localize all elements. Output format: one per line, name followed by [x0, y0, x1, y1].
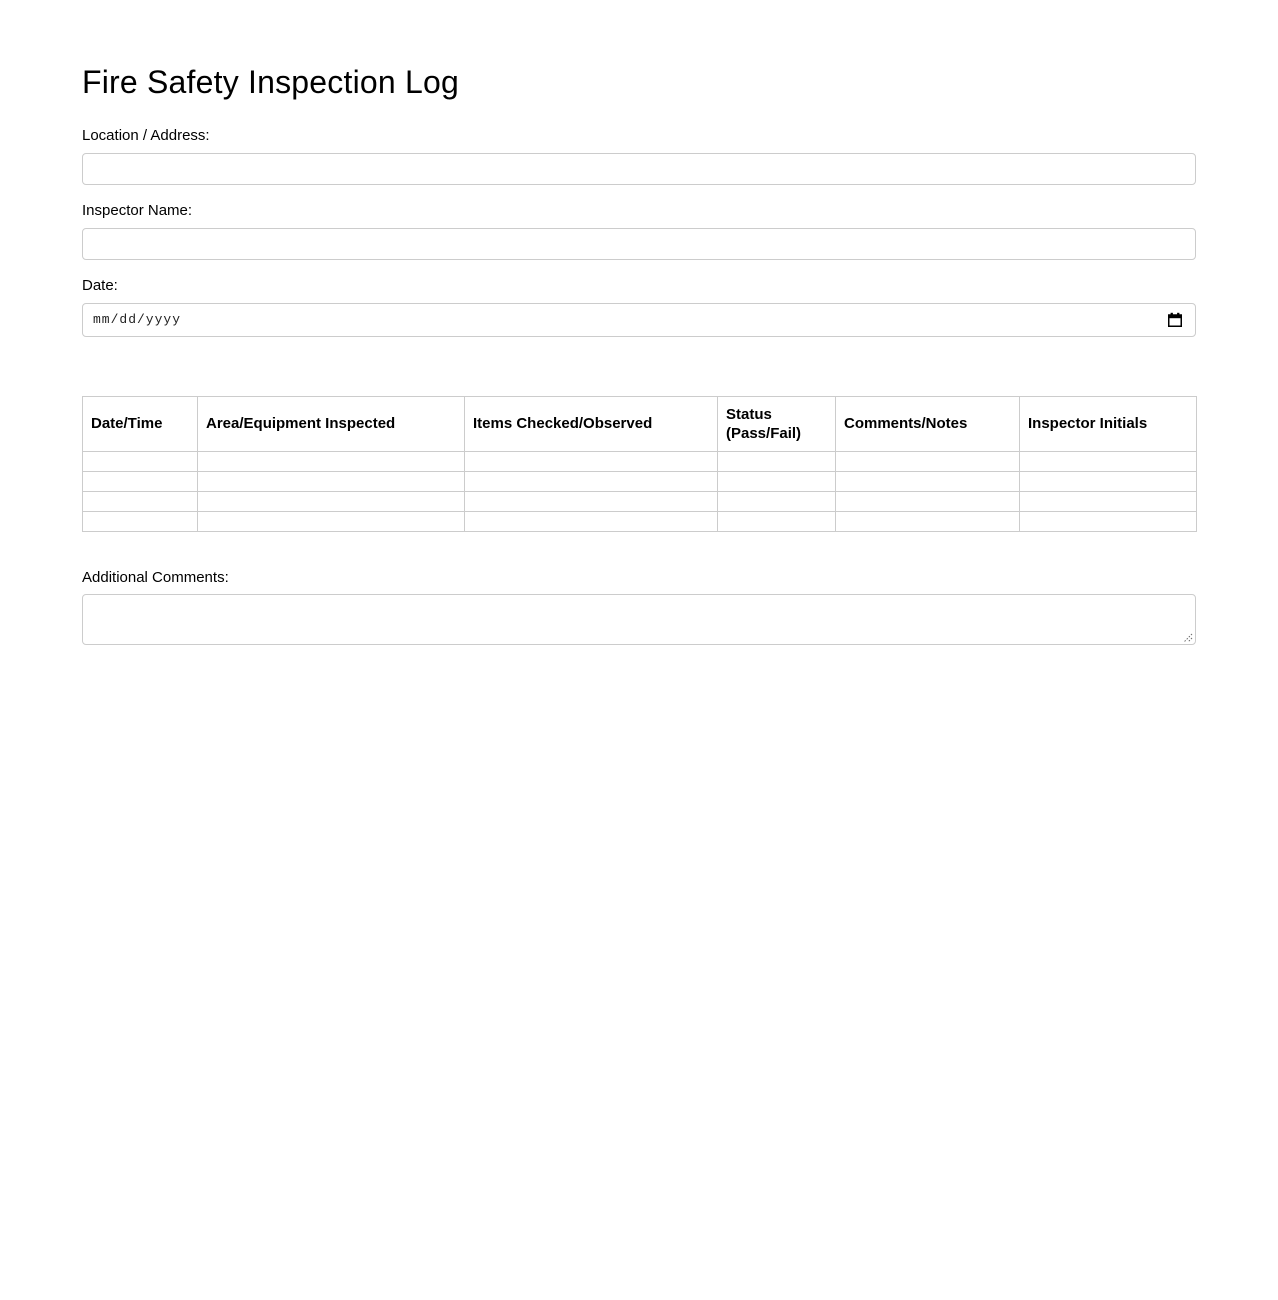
table-cell [83, 511, 198, 531]
table-row [83, 511, 1197, 531]
column-header-items-checked: Items Checked/Observed [465, 396, 718, 451]
table-cell [836, 451, 1020, 471]
table-row [83, 491, 1197, 511]
table-cell [465, 451, 718, 471]
additional-comments-wrap [82, 594, 1196, 645]
inspection-table [82, 396, 1197, 532]
column-header-area-equipment: Area/Equipment Inspected [198, 396, 465, 451]
location-label: Location / Address: [82, 126, 210, 144]
form-content [82, 64, 1196, 645]
table-cell [718, 471, 836, 491]
calendar-icon[interactable] [1165, 310, 1185, 330]
date-placeholder: mm/dd/yyyy [93, 312, 182, 328]
column-header-status: Status (Pass/Fail) [718, 396, 836, 451]
table-cell [718, 511, 836, 531]
table-cell [1020, 491, 1197, 511]
table-cell [83, 471, 198, 491]
table-cell [836, 491, 1020, 511]
table-cell [83, 491, 198, 511]
column-header-date-time: Date/Time [83, 396, 198, 451]
table-cell [718, 491, 836, 511]
additional-comments-textarea[interactable] [82, 594, 1196, 645]
table-cell [836, 471, 1020, 491]
table-cell [198, 471, 465, 491]
table-row [83, 451, 1197, 471]
table-cell [198, 511, 465, 531]
additional-comments-label: Additional Comments: [82, 568, 229, 586]
table-cell [465, 491, 718, 511]
inspector-name-input[interactable] [82, 228, 1196, 260]
table-cell [83, 451, 198, 471]
table-cell [1020, 451, 1197, 471]
table-row [83, 471, 1197, 491]
location-input[interactable] [82, 153, 1196, 185]
inspection-table-head [83, 396, 1197, 451]
inspector-name-label: Inspector Name: [82, 201, 193, 219]
date-label: Date: [82, 276, 118, 294]
table-cell [1020, 471, 1197, 491]
table-cell [465, 471, 718, 491]
table-cell [198, 451, 465, 471]
inspection-table-body [83, 451, 1197, 531]
column-header-inspector-initials: Inspector Initials [1020, 396, 1197, 451]
column-header-comments-notes: Comments/Notes [836, 396, 1020, 451]
table-cell [836, 511, 1020, 531]
table-cell [465, 511, 718, 531]
page-title: Fire Safety Inspection Log [82, 64, 459, 100]
date-input[interactable] [82, 303, 1196, 337]
table-cell [718, 451, 836, 471]
table-cell [1020, 511, 1197, 531]
table-cell [198, 491, 465, 511]
table-header-row [83, 396, 1197, 451]
resize-handle-icon[interactable] [1182, 630, 1193, 641]
